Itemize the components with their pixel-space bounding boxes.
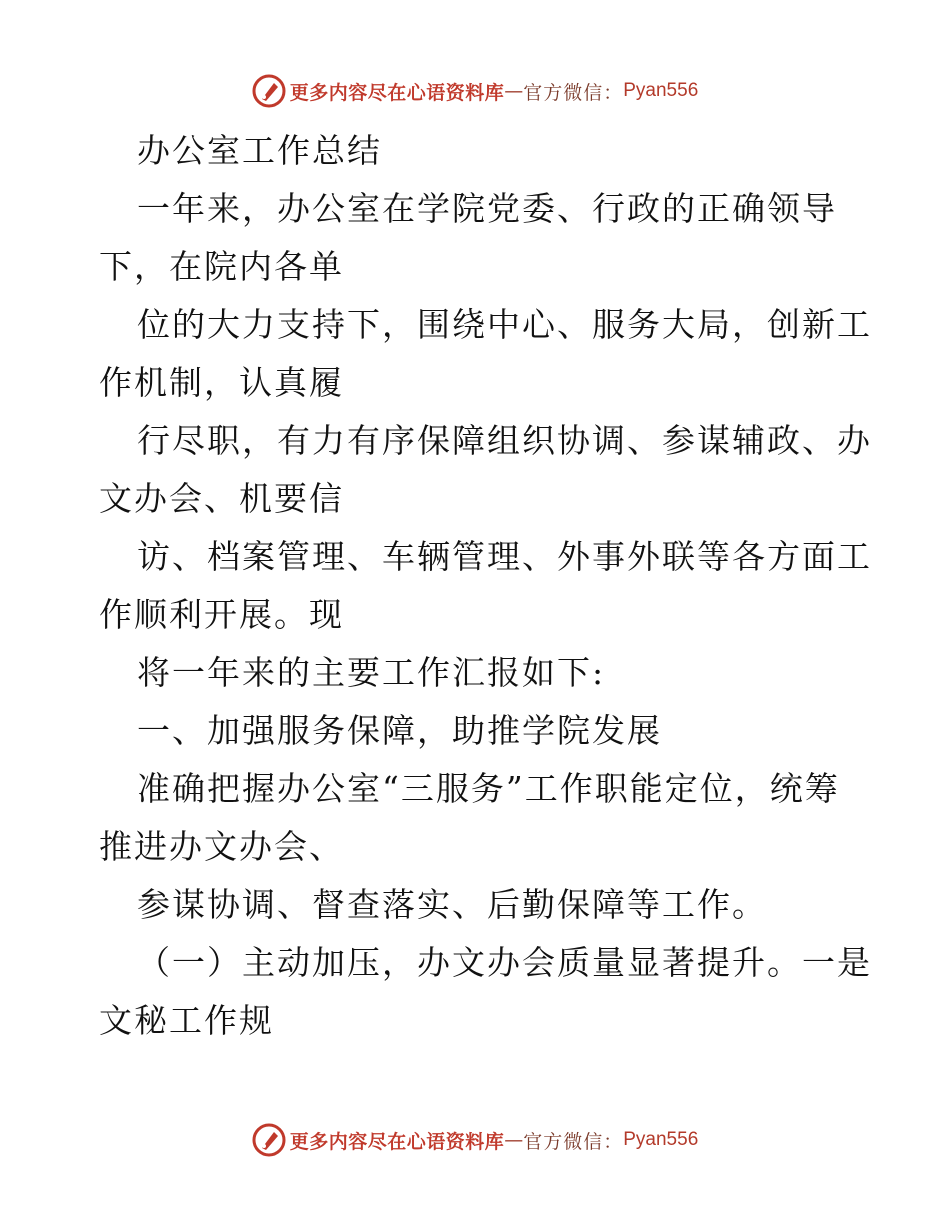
- pen-nib-circle-icon: [252, 1123, 286, 1157]
- watermark-dash: —: [504, 1129, 524, 1151]
- paragraph-line: 准确把握办公室“三服务”工作职能定位，统筹: [137, 769, 840, 808]
- paragraph-line: 访、档案管理、车辆管理、外事外联等各方面工: [137, 537, 872, 576]
- footer-watermark: [0, 1120, 950, 1160]
- paragraph-line: 参谋协调、督查落实、后勤保障等工作。: [137, 885, 767, 924]
- watermark-main-text: 更多内容尽在心语资料库: [289, 81, 505, 104]
- document-body: [99, 122, 872, 1050]
- watermark-dash: —: [504, 80, 524, 102]
- paragraph-line: 作顺利开展。现: [99, 595, 344, 634]
- watermark-wechat-id: Pyan556: [623, 80, 699, 101]
- paragraph-line: 一、加强服务保障，助推学院发展: [137, 711, 662, 750]
- document-title: 办公室工作总结: [137, 131, 382, 170]
- paragraph-line: 文办会、机要信: [99, 479, 344, 518]
- paragraph-line: 作机制，认真履: [99, 363, 344, 402]
- watermark-sub-text: 官方微信：: [523, 1130, 624, 1153]
- paragraph-line: 将一年来的主要工作汇报如下:: [137, 653, 606, 692]
- watermark-sub-text: 官方微信：: [523, 81, 624, 104]
- paragraph-line: 下，在院内各单: [99, 247, 344, 286]
- paragraph-line: 行尽职，有力有序保障组织协调、参谋辅政、办: [137, 421, 872, 460]
- paragraph-line: 推进办文办会、: [99, 827, 344, 866]
- paragraph-line: 文秘工作规: [99, 1001, 274, 1040]
- paragraph-line: （一）主动加压，办文办会质量显著提升。一是: [137, 943, 872, 982]
- watermark-main-text: 更多内容尽在心语资料库: [289, 1130, 505, 1153]
- header-watermark: [0, 71, 950, 111]
- paragraph-line: 一年来，办公室在学院党委、行政的正确领导: [137, 189, 837, 228]
- pen-nib-circle-icon: [252, 74, 286, 108]
- watermark-wechat-id: Pyan556: [623, 1129, 699, 1150]
- paragraph-line: 位的大力支持下，围绕中心、服务大局，创新工: [137, 305, 872, 344]
